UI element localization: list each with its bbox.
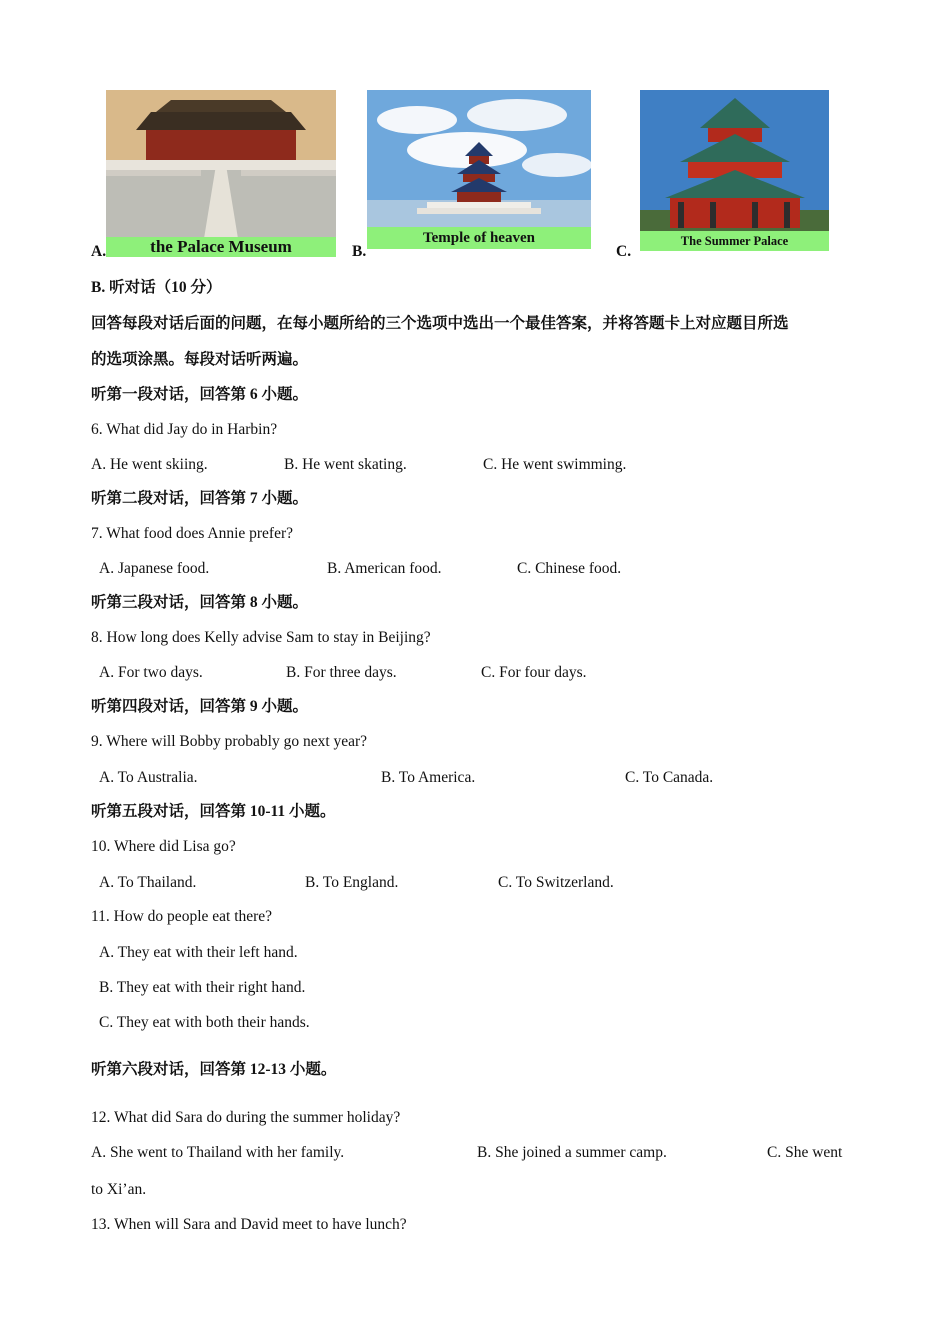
summer-palace-image [640, 90, 829, 251]
question-12-option-a: A. She went to Thailand with her family. [91, 1144, 345, 1161]
question-10-option-c: C. To Switzerland. [498, 874, 614, 891]
dialogue-3-heading: 听第三段对话，回答第 8 小题。 [91, 594, 309, 611]
question-6-option-b: B. He went skating. [284, 456, 407, 473]
question-9-option-b: B. To America. [381, 769, 476, 786]
question-7-option-b: B. American food. [327, 560, 442, 577]
question-9: 9. Where will Bobby probably go next year? [91, 733, 368, 750]
dialogue-2-heading: 听第二段对话，回答第 7 小题。 [91, 490, 309, 507]
question-11: 11. How do people eat there? [91, 908, 273, 925]
image-option-a: A. [91, 243, 107, 260]
question-6-option-a: A. He went skiing. [91, 456, 208, 473]
question-7-option-c: C. Chinese food. [517, 560, 622, 577]
section-instruction-line-2: 的选项涂黑。每段对话听两遍。 [91, 351, 309, 368]
question-11-option-b: B. They eat with their right hand. [99, 979, 306, 996]
question-8: 8. How long does Kelly advise Sam to stay in Beijing? [91, 629, 431, 646]
palace-museum-image [106, 90, 336, 257]
question-8-option-a: A. For two days. [99, 664, 203, 681]
question-9-option-c: C. To Canada. [625, 769, 714, 786]
question-8-option-c: C. For four days. [481, 664, 587, 681]
dialogue-5-heading: 听第五段对话，回答第 10-11 小题。 [91, 803, 336, 820]
question-13: 13. When will Sara and David meet to have lunch? [91, 1216, 407, 1233]
question-12: 12. What did Sara do during the summer holiday? [91, 1109, 401, 1126]
question-8-option-b: B. For three days. [286, 664, 397, 681]
temple-of-heaven-image [367, 90, 591, 249]
section-instruction-line-1: 回答每段对话后面的问题，在每小题所给的三个选项中选出一个最佳答案，并将答题卡上对应题目所选 [91, 315, 789, 332]
question-11-option-c: C. They eat with both their hands. [99, 1014, 310, 1031]
question-6-option-c: C. He went swimming. [483, 456, 627, 473]
dialogue-6-heading: 听第六段对话，回答第 12-13 小题。 [91, 1061, 337, 1078]
question-12-option-b: B. She joined a summer camp. [477, 1144, 667, 1161]
question-6: 6. What did Jay do in Harbin? [91, 421, 278, 438]
question-7-option-a: A. Japanese food. [99, 560, 210, 577]
dialogue-4-heading: 听第四段对话，回答第 9 小题。 [91, 698, 309, 715]
dialogue-1-heading: 听第一段对话，回答第 6 小题。 [91, 386, 309, 403]
section-title: B. 听对话（10 分） [91, 279, 222, 296]
temple-of-heaven-caption: Temple of heaven [367, 227, 591, 249]
question-12-option-c: C. She went [767, 1144, 843, 1161]
question-11-option-a: A. They eat with their left hand. [99, 944, 298, 961]
question-9-option-a: A. To Australia. [99, 769, 198, 786]
image-option-c: C. [616, 243, 632, 260]
question-7: 7. What food does Annie prefer? [91, 525, 294, 542]
question-10: 10. Where did Lisa go? [91, 838, 236, 855]
question-10-option-a: A. To Thailand. [99, 874, 197, 891]
image-option-b: B. [352, 243, 367, 260]
summer-palace-caption: The Summer Palace [640, 231, 829, 251]
question-12-option-c-continued: to Xi’an. [91, 1181, 147, 1198]
palace-museum-caption: the Palace Museum [106, 237, 336, 257]
question-10-option-b: B. To England. [305, 874, 399, 891]
